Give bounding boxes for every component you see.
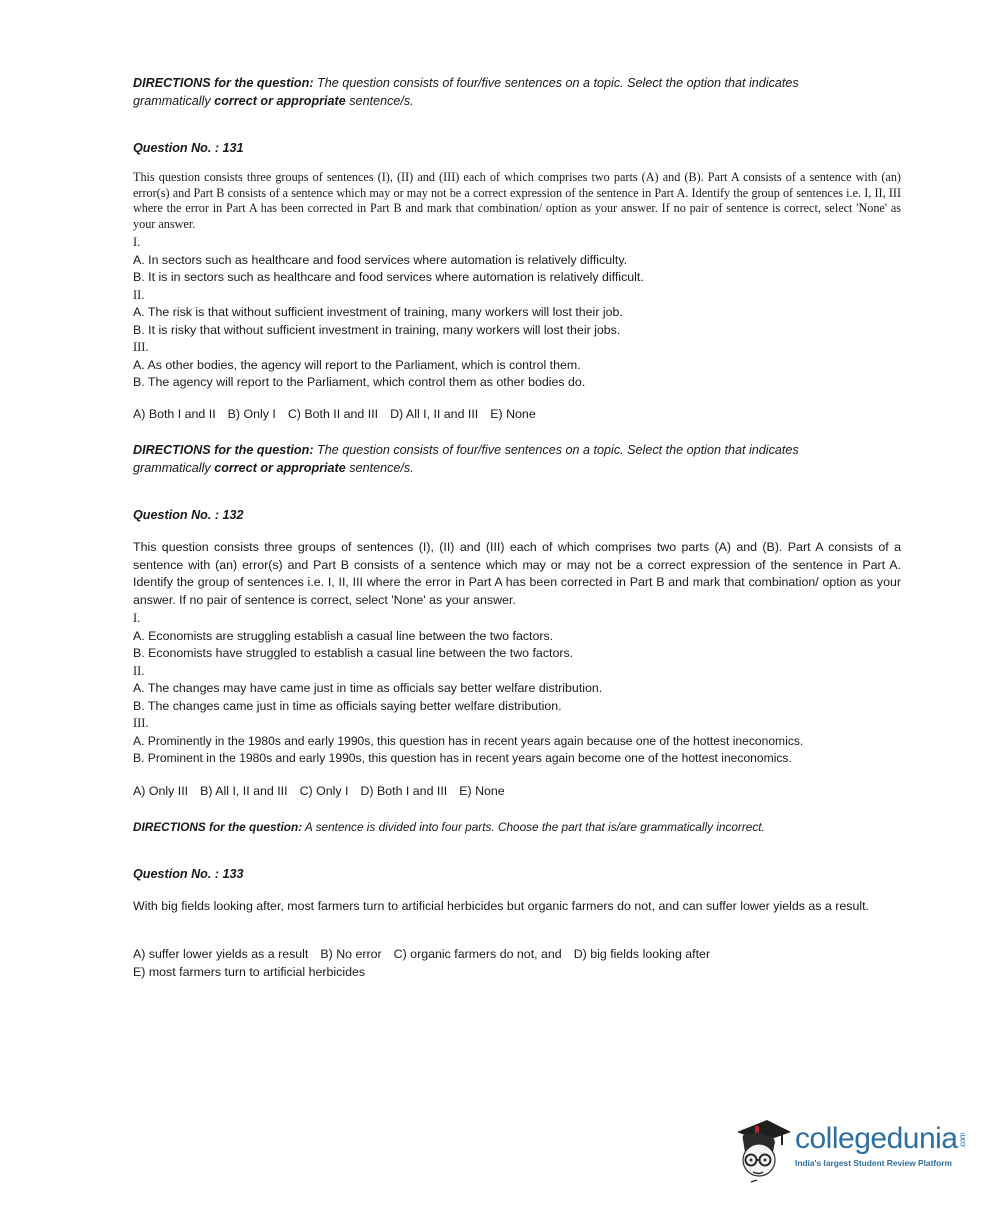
sentence-a: A. The risk is that without sufficient investment of training, many workers will lost their job. (133, 305, 623, 319)
options-131 (133, 406, 901, 424)
group-numeral: III. (133, 716, 149, 730)
option-d: D) All I, II and III (390, 407, 479, 421)
logo-tagline: India's largest Student Review Platform (795, 1158, 952, 1168)
option-d: D) Both I and III (360, 784, 448, 798)
group-numeral: III. (133, 340, 149, 354)
sentence-b: B. It is in sectors such as healthcare and food services where automation is relatively difficult. (133, 270, 644, 284)
option-a: A) Both I and II (133, 407, 216, 421)
directions-133: DIRECTIONS for the question: A sentence is divided into four parts. Choose the part that is/are grammatically incorrect. (133, 820, 765, 834)
group-numeral: I. (133, 611, 141, 625)
sentence-b: B. Economists have struggled to establish a casual line between the two factors. (133, 646, 574, 660)
sentence-b: B. Prominent in the 1980s and early 1990s, this question has in recent years again become one of the hottest ineconomics. (133, 751, 792, 765)
directions-label: DIRECTIONS for the question: (133, 820, 303, 834)
option-b: B) Only I (227, 407, 276, 421)
logo-wordmark: collegedunia.com (795, 1122, 968, 1155)
sentence-a: A. In sectors such as healthcare and food services where automation is relatively difficulty. (133, 252, 628, 267)
question-stem-132: This question consists three groups of sentences (I), (II) and (III) each of which comprises two parts (A) and (B). Part A consists of a sentence with (an) error(s) and Part B consists of a sentence which may or may not be a correct expression of the sentence in Part A. Identify the group of sentences i.e. I, II, III where the error in Part A has been corrected in Part B and mark that combination/ option as your answer. If no pair of sentence is correct, select 'None' as your answer. (133, 540, 901, 607)
options-133 (133, 946, 901, 981)
option-a: A) suffer lower yields as a result (133, 947, 309, 961)
option-a: A) Only III (133, 784, 189, 798)
sentence-a: A. As other bodies, the agency will report to the Parliament, which is control them. (133, 357, 581, 372)
logo-suffix: .com (958, 1132, 968, 1148)
directions-label: DIRECTIONS for the question: (133, 76, 314, 90)
question-groups-131 (133, 234, 901, 392)
group-numeral: II. (133, 663, 145, 678)
option-e: E) None (459, 784, 505, 798)
collegedunia-logo (733, 1112, 973, 1187)
option-d: D) big fields looking after (573, 947, 711, 961)
option-c: C) organic farmers do not, and (393, 947, 562, 961)
group-numeral: I. (133, 235, 141, 249)
sentence-b: B. The changes came just in time as officials saying better welfare distribution. (133, 698, 562, 713)
question-stem-131: This question consists three groups of sentences (I), (II) and (III) each of which comprises two parts (A) and (B). Part A consists of a sentence with (an) error(s) and Part B consists of a sentence which may or may not be a correct expression of the sentence in Part A. Identify the group of sentences i.e. I, II, III where the error in Part A has been corrected in Part B and mark that combination/ option as your answer. If no pair of sentence is correct, select 'None' as your answer. (133, 170, 901, 231)
option-b: B) No error (320, 947, 382, 961)
directions-132: DIRECTIONS for the question: The question consists of four/five sentences on a topic. Select the option that indicates grammatically correct or appropriate sentence/s. (133, 443, 799, 475)
mascot-icon (733, 1112, 793, 1184)
sentence-a: A. The changes may have came just in time as officials say better welfare distribution. (133, 681, 603, 695)
question-stem-133: With big fields looking after, most farmers turn to artificial herbicides but organic farmers do not, and can suffer lower yields as a result. (133, 899, 869, 913)
option-b: B) All I, II and III (200, 784, 288, 798)
directions-131: DIRECTIONS for the question: The question consists of four/five sentences on a topic. Select the option that indicates grammatically correct or appropriate sentence/s. (133, 76, 799, 108)
option-c: C) Only I (299, 784, 349, 798)
question-number-132: Question No. : 132 (133, 508, 244, 522)
question-number-131: Question No. : 131 (133, 141, 244, 155)
directions-label: DIRECTIONS for the question: (133, 443, 314, 457)
group-numeral: II. (133, 287, 145, 302)
question-groups-132 (133, 610, 901, 768)
sentence-a: A. Economists are struggling establish a casual line between the two factors. (133, 628, 554, 643)
option-c: C) Both II and III (287, 407, 379, 421)
option-e: E) most farmers turn to artificial herbicides (133, 964, 366, 979)
options-132 (133, 783, 901, 801)
sentence-b: B. It is risky that without sufficient investment in training, many workers will lost their jobs. (133, 322, 621, 337)
question-number-133: Question No. : 133 (133, 867, 244, 881)
sentence-b: B. The agency will report to the Parliament, which control them as other bodies do. (133, 375, 586, 389)
sentence-a: A. Prominently in the 1980s and early 1990s, this question has in recent years again because one of the hottest ineconomics. (133, 733, 804, 748)
option-e: E) None (490, 407, 536, 421)
